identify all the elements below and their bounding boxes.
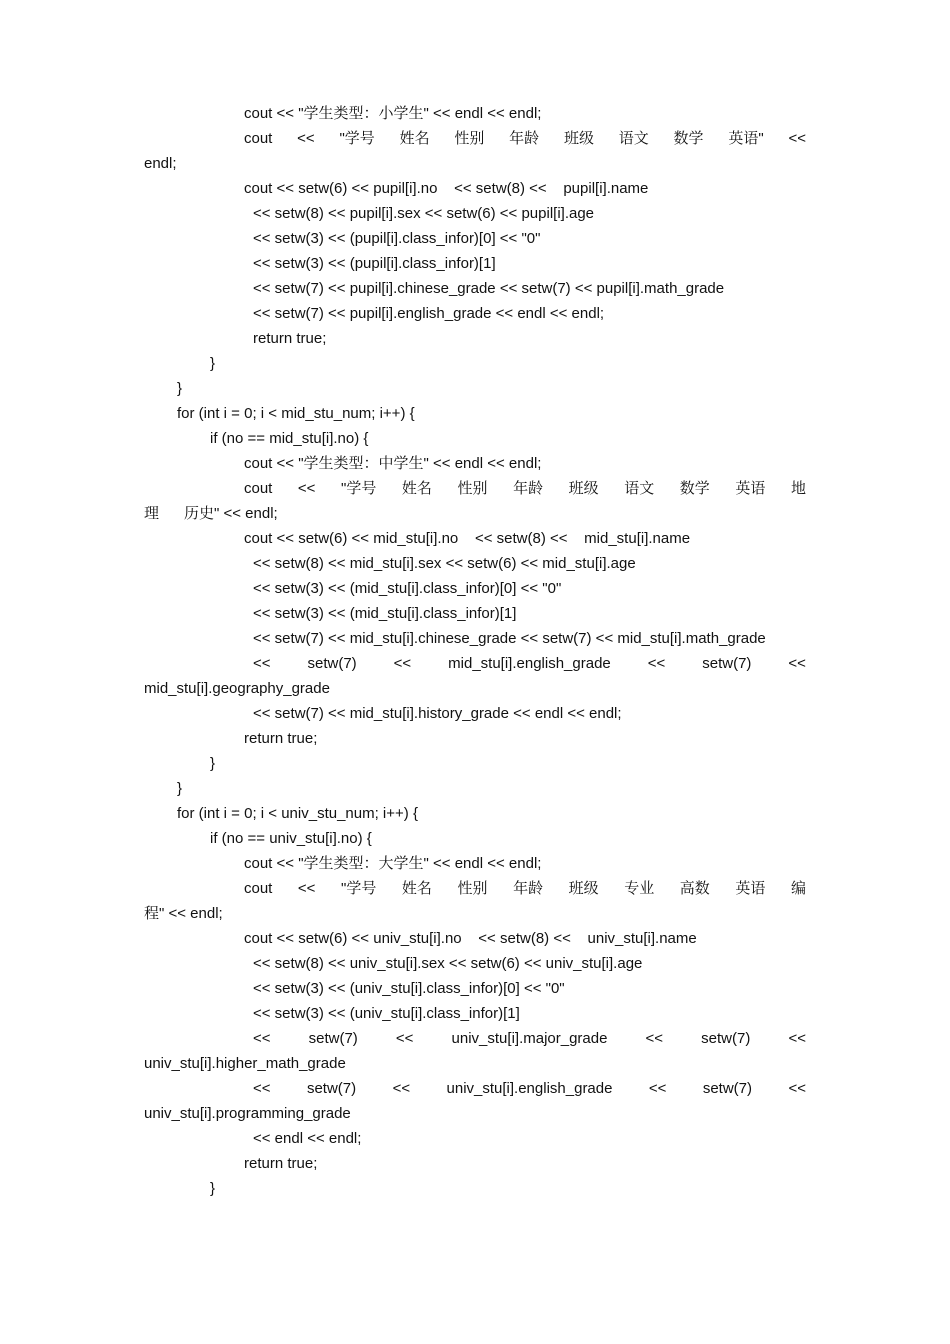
code-line: << setw(3) << (univ_stu[i].class_infor)[0] << "0" [253,980,565,997]
code-line: mid_stu[i].geography_grade [144,680,330,697]
code-line: if (no == univ_stu[i].no) { [210,830,372,847]
code-line: << setw(8) << univ_stu[i].sex << setw(6) << univ_stu[i].age [253,955,643,972]
code-token: 年龄 [513,880,544,897]
code-token: << [253,655,271,672]
code-line: << setw(7) << pupil[i].chinese_grade << setw(7) << pupil[i].math_grade [253,280,725,297]
code-line: << setw(3) << (pupil[i].class_infor)[1] [253,255,496,272]
code-token: << [253,1080,271,1097]
code-line-justified [244,126,806,151]
code-token: 性别 [457,480,488,497]
code-token: 班级 [568,480,599,497]
code-token: 语文 [624,480,655,497]
code-token: setw(7) [307,655,357,672]
code-token: 编 [790,880,806,897]
code-token: 班级 [563,130,594,147]
code-line: << setw(3) << (mid_stu[i].class_infor)[1] [253,605,517,622]
code-token: 性别 [454,130,485,147]
code-token: 年龄 [513,480,544,497]
code-line: cout << "学生类型：小学生" << endl << endl; [244,105,542,122]
code-token: univ_stu[i].english_grade [446,1080,613,1097]
code-token: << [648,1080,667,1097]
code-line: } [177,380,183,397]
code-line: << setw(7) << mid_stu[i].history_grade << endl << endl; [253,705,622,722]
code-token: 语文 [618,130,649,147]
code-line: return true; [244,730,318,747]
code-token: 年龄 [509,130,540,147]
code-token: cout [244,480,273,497]
code-token: "学号 [339,130,375,147]
code-line: } [210,1180,216,1197]
code-line: << setw(7) << pupil[i].english_grade << endl << endl; [253,305,605,322]
code-line: univ_stu[i].higher_math_grade [144,1055,346,1072]
code-line: if (no == mid_stu[i].no) { [210,430,369,447]
code-line: cout << setw(6) << pupil[i].no << setw(8) << pupil[i].name [244,180,649,197]
code-line: cout << "学生类型：中学生" << endl << endl; [244,455,542,472]
code-token: setw(7) [308,1030,358,1047]
code-token: << [253,1030,271,1047]
code-token: 数学 [679,480,710,497]
code-line: } [177,780,183,797]
code-token: << [645,1030,664,1047]
code-line: univ_stu[i].programming_grade [144,1105,351,1122]
code-line-justified [253,651,806,676]
code-line: << setw(8) << pupil[i].sex << setw(6) << pupil[i].age [253,205,595,222]
code-line: cout << setw(6) << univ_stu[i].no << setw(8) << univ_stu[i].name [244,930,697,947]
code-line: cout << "学生类型：大学生" << endl << endl; [244,855,542,872]
code-token: << [788,1030,806,1047]
code-token: 班级 [568,880,599,897]
code-token: setw(7) [702,655,752,672]
code-token: << [297,880,316,897]
code-token: 高数 [679,880,710,897]
code-token: cout [244,880,273,897]
code-token: mid_stu[i].english_grade [448,655,611,672]
code-token: << [395,1030,414,1047]
code-token: << [647,655,666,672]
code-line: } [210,355,216,372]
code-token: << [297,130,315,147]
code-token: 数学 [673,130,704,147]
code-line: 程" << endl; [144,905,223,922]
code-token: << [788,655,806,672]
code-token: setw(7) [702,1080,753,1097]
code-line: << setw(8) << mid_stu[i].sex << setw(6) << mid_stu[i].age [253,555,636,572]
code-token: 姓名 [401,480,432,497]
code-line-justified [253,1076,806,1101]
code-token: 英语" [728,130,764,147]
code-token: 地 [790,480,806,497]
code-line: for (int i = 0; i < univ_stu_num; i++) { [177,805,418,822]
code-line-justified [244,876,806,901]
code-line: 理 历史" << endl; [144,505,278,522]
code-token: cout [244,130,273,147]
code-token: 英语 [735,480,766,497]
code-token: 姓名 [399,130,430,147]
code-line: } [210,755,216,772]
code-token: 英语 [735,880,766,897]
code-token: 性别 [457,880,488,897]
code-token: << [393,655,412,672]
code-token: setw(7) [701,1030,751,1047]
code-token: 专业 [624,880,655,897]
code-token: 姓名 [401,880,432,897]
code-token: << [788,1080,806,1097]
code-line: cout << setw(6) << mid_stu[i].no << setw(8) << mid_stu[i].name [244,530,691,547]
code-token: << [788,130,806,147]
code-token: univ_stu[i].major_grade [451,1030,608,1047]
code-line: return true; [244,1155,318,1172]
code-line: << setw(7) << mid_stu[i].chinese_grade << setw(7) << mid_stu[i].math_grade [253,630,766,647]
code-line-justified [244,476,806,501]
code-line: endl; [144,155,177,172]
code-line-justified [253,1026,806,1051]
code-line: << setw(3) << (univ_stu[i].class_infor)[1] [253,1005,520,1022]
code-token: "学号 [341,480,377,497]
code-line: << setw(3) << (mid_stu[i].class_infor)[0] << "0" [253,580,562,597]
code-line: for (int i = 0; i < mid_stu_num; i++) { [177,405,415,422]
code-line: << endl << endl; [253,1130,362,1147]
code-token: << [392,1080,411,1097]
code-token: "学号 [341,880,377,897]
code-token: << [297,480,316,497]
code-line: return true; [253,330,327,347]
code-line: << setw(3) << (pupil[i].class_infor)[0] << "0" [253,230,541,247]
code-token: setw(7) [306,1080,357,1097]
